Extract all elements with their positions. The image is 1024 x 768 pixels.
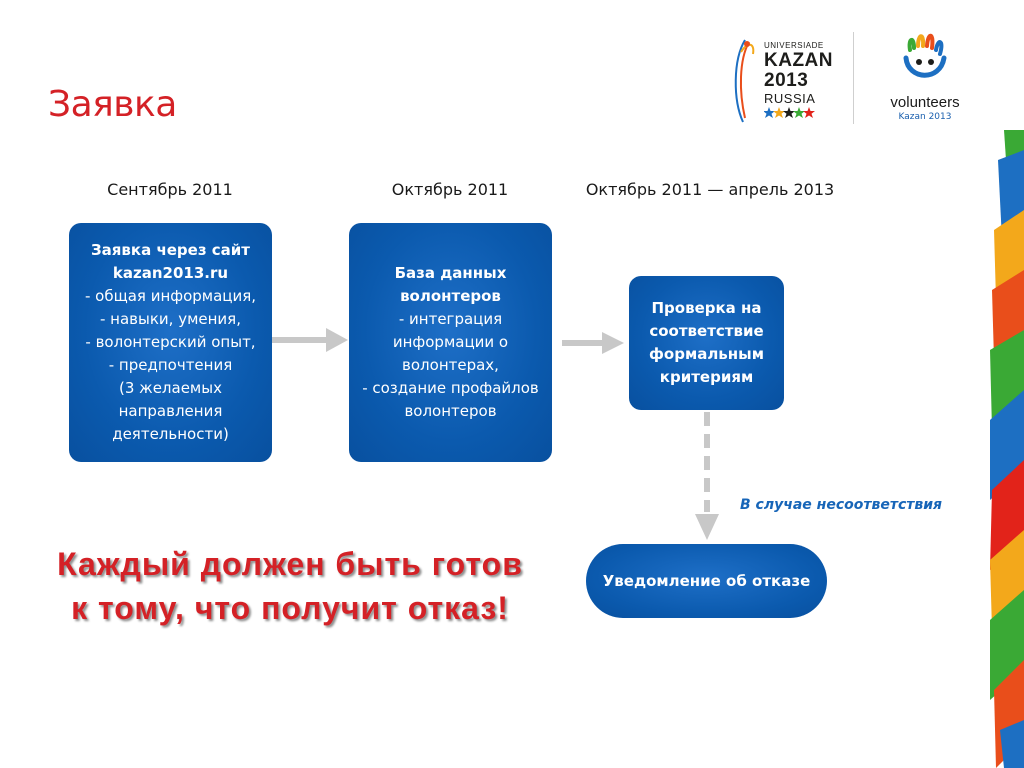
database-box-item: - создание профайлов (362, 379, 539, 397)
application-box-item: направления (118, 402, 223, 420)
stars-icon (764, 107, 816, 119)
volunteers-logo-text (882, 94, 968, 122)
database-box-item: информации о (392, 333, 509, 351)
verification-box-line: критериям (659, 368, 754, 386)
warning-line-1: Каждый должен быть готов (57, 546, 523, 582)
universiade-country: RUSSIA (764, 91, 816, 106)
verification-box-line: формальным (649, 345, 764, 363)
volunteers-hand-icon (900, 28, 950, 92)
universiade-label: UNIVERSIADE (764, 41, 824, 50)
logo-divider (853, 32, 854, 124)
condition-label: В случае несоответствия (740, 497, 943, 513)
application-box-head1: Заявка через сайт (91, 241, 250, 259)
volunteers-sub: Kazan 2013 (898, 112, 952, 122)
verification-box (629, 276, 784, 410)
application-box-item: - предпочтения (108, 356, 233, 374)
universiade-logo-text (764, 42, 833, 123)
universiade-city: KAZAN (764, 50, 833, 71)
slide-title: Заявка (48, 84, 177, 125)
arrow-right-icon (562, 330, 626, 356)
application-box (69, 223, 272, 462)
database-box-head2: волонтеров (400, 287, 501, 305)
application-box-head2: kazan2013.ru (112, 264, 229, 282)
application-box-item: - волонтерский опыт, (85, 333, 256, 351)
period-3: Октябрь 2011 — апрель 2013 (585, 180, 835, 199)
database-box (349, 223, 552, 462)
warning-text (30, 542, 550, 630)
verification-box-line: Проверка на (651, 299, 762, 317)
dashed-arrow-down-icon (694, 412, 720, 544)
application-box-item: (3 желаемых (119, 379, 222, 397)
universiade-year: 2013 (764, 70, 809, 91)
application-box-item: деятельности) (112, 425, 229, 443)
database-box-head1: База данных (394, 264, 507, 282)
database-box-item: волонтерах, (402, 356, 499, 374)
decorative-stripes (990, 130, 1024, 768)
application-box-item: - общая информация, (84, 287, 257, 305)
period-2: Октябрь 2011 (391, 180, 509, 199)
arrow-right-icon (272, 326, 350, 354)
volunteers-word: volunteers (890, 94, 960, 111)
warning-line-2: к тому, что получит отказ! (71, 590, 509, 626)
database-box-item: волонтеров (404, 402, 497, 420)
period-1: Сентябрь 2011 (107, 180, 233, 199)
database-box-item: - интеграция (398, 310, 503, 328)
rejection-box: Уведомление об отказе (586, 544, 827, 618)
application-box-item: - навыки, умения, (100, 310, 241, 328)
verification-box-line: соответствие (649, 322, 764, 340)
